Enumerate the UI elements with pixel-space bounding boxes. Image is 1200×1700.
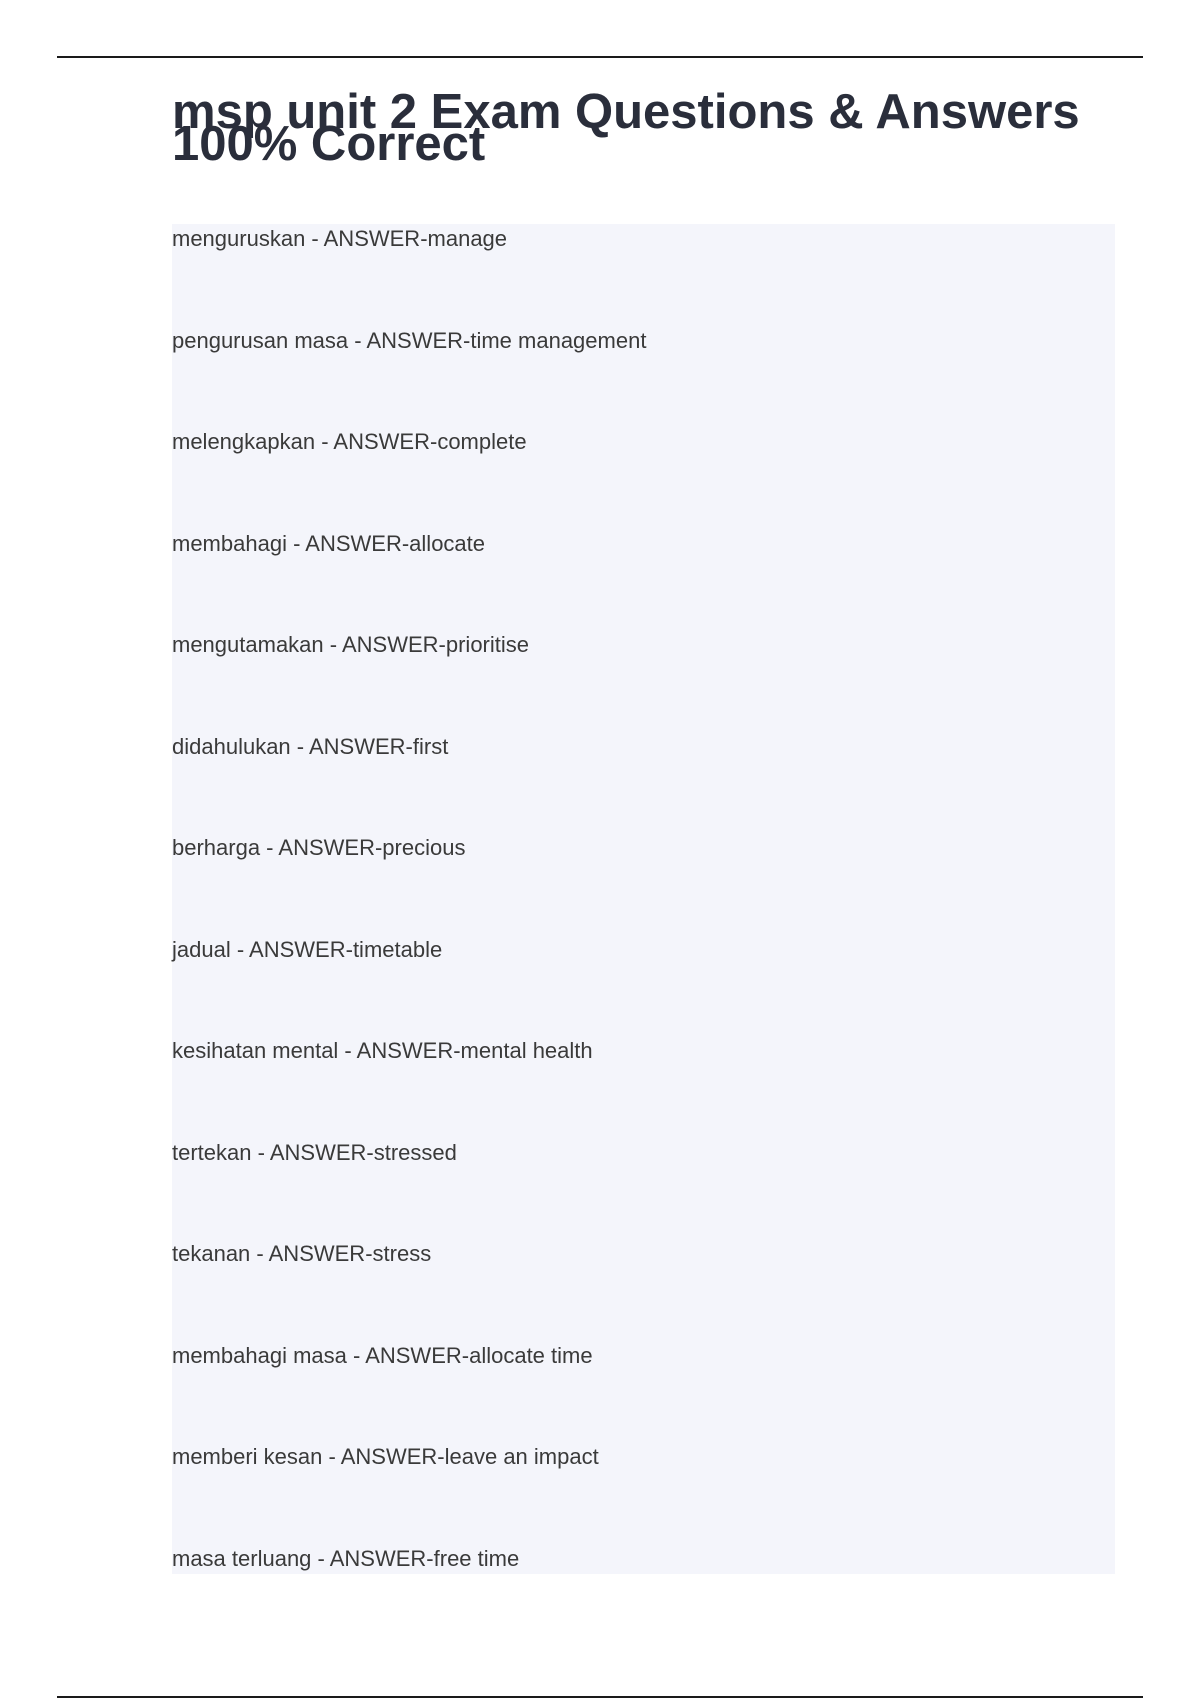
qa-item: masa terluang - ANSWER-free time bbox=[172, 1546, 520, 1571]
document-title: msp unit 2 Exam Questions & Answers 100% Correct bbox=[172, 85, 1080, 171]
qa-item: membahagi - ANSWER-allocate bbox=[172, 531, 486, 556]
qa-list bbox=[172, 224, 1115, 1574]
qa-item: melengkapkan - ANSWER-complete bbox=[172, 429, 527, 454]
qa-item: kesihatan mental - ANSWER-mental health bbox=[172, 1038, 593, 1063]
qa-item: tekanan - ANSWER-stress bbox=[172, 1241, 432, 1266]
qa-item: membahagi masa - ANSWER-allocate time bbox=[172, 1343, 593, 1368]
top-rule bbox=[57, 56, 1143, 58]
qa-item: menguruskan - ANSWER-manage bbox=[172, 226, 508, 251]
qa-item: berharga - ANSWER-precious bbox=[172, 835, 466, 860]
qa-item: didahulukan - ANSWER-first bbox=[172, 734, 449, 759]
qa-item: pengurusan masa - ANSWER-time management bbox=[172, 328, 647, 353]
bottom-rule bbox=[57, 1696, 1143, 1698]
qa-item: memberi kesan - ANSWER-leave an impact bbox=[172, 1444, 599, 1469]
qa-item: mengutamakan - ANSWER-prioritise bbox=[172, 632, 530, 657]
qa-item: jadual - ANSWER-timetable bbox=[172, 937, 443, 962]
qa-item: tertekan - ANSWER-stressed bbox=[172, 1140, 457, 1165]
